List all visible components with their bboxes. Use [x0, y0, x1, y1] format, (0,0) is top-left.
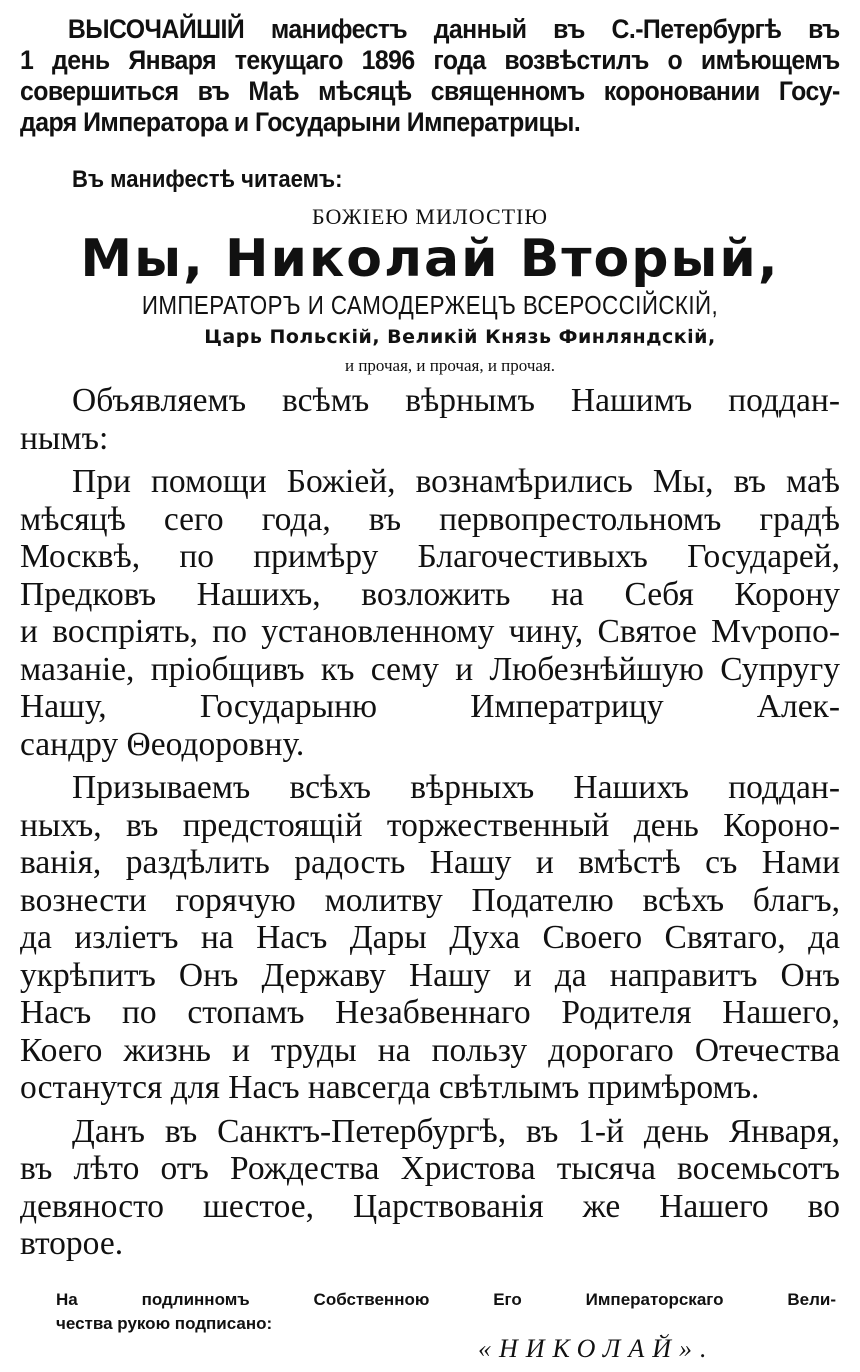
intro-line: 1 день Января текущаго 1896 года возвѣстилъ о имѣющемъ — [20, 45, 840, 75]
paragraph-call — [20, 769, 840, 1107]
emperor-signature: «НИКОЛАЙ». — [478, 1334, 715, 1363]
body-line: вознести горячую молитву Подателю всѣхъ благъ, — [20, 881, 840, 919]
body-line: и воспріять, по установленному чину, Святое Мѵропо- — [20, 613, 840, 650]
manifesto-body — [20, 382, 840, 1269]
body-line: При помощи Божіей, вознамѣрились Мы, въ маѣ — [72, 463, 840, 500]
intro-line: совершиться въ Маѣ мѣсяцѣ священномъ короновании Госу- — [20, 76, 840, 106]
emperor-name: Мы, Николай Вторый, — [80, 229, 780, 289]
body-line: ванія, раздѣлить радость Нашу и вмѣстѣ съ Нами — [20, 844, 840, 881]
emperor-title: ИМПЕРАТОРЪ И САМОДЕРЖЕЦЪ ВСЕРОССІЙСКІЙ, — [141, 290, 719, 320]
body-line: да изліетъ на Насъ Дары Духа Своего Святаго, да — [20, 919, 840, 956]
etcetera-line: и прочая, и прочая, и прочая. — [344, 356, 555, 375]
paragraph-intention — [20, 463, 840, 763]
body-line: сандру Θеодоровну. — [20, 725, 305, 763]
body-line: въ лѣто отъ Рождества Христова тысяча восемьсотъ — [20, 1150, 840, 1187]
king-title: Царь Польскій, Великій Князь Финляндскій, — [204, 326, 716, 348]
body-line: нымъ: — [20, 419, 109, 457]
body-line: второе. — [20, 1225, 124, 1262]
paragraph-announce — [20, 382, 840, 457]
signature-note — [56, 1288, 836, 1336]
signature-note-line: чества рукою подписано: — [56, 1314, 273, 1333]
signature-note-line: На подлинномъ Собственною Его Императорскаго Вели- — [56, 1290, 836, 1309]
body-line: ныхъ, въ предстоящій торжественный день Короно- — [20, 806, 840, 844]
body-line: Нашу, Государыню Императрицу Алек- — [20, 688, 840, 725]
intro-line: даря Императора и Государыни Императрицы. — [20, 107, 581, 137]
body-line: Призываемъ всѣхъ вѣрныхъ Нашихъ поддан- — [72, 769, 840, 806]
body-line: Предковъ Нашихъ, возложить на Себя Корону — [20, 575, 840, 613]
body-line: останутся для Насъ навсегда свѣтлымъ примѣромъ. — [20, 1069, 760, 1106]
intro-line: ВЫСОЧАЙШІЙ манифестъ данный въ С.-Петербургѣ въ — [67, 14, 840, 44]
body-line: Коего жизнь и труды на пользу дорогаго Отечества — [20, 1031, 840, 1069]
body-line: мѣсяцѣ сего года, въ первопрестольномъ градѣ — [20, 500, 840, 538]
by-grace-of-god: БОЖІЕЮ МИЛОСТІЮ — [312, 204, 548, 229]
body-line: Объявляемъ всѣмъ вѣрнымъ Нашимъ поддан- — [72, 382, 840, 419]
paragraph-dated — [20, 1113, 840, 1263]
body-line: Москвѣ, по примѣру Благочестивыхъ Государей, — [20, 538, 840, 575]
body-line: девяносто шестое, Царствованія же Нашего во — [20, 1187, 840, 1225]
body-line: Насъ по стопамъ Незабвеннаго Родителя Нашего, — [20, 994, 840, 1031]
intro-paragraph — [20, 14, 840, 138]
body-line: мазаніе, пріобщивъ къ сему и Любезнѣйшую Супругу — [20, 650, 840, 688]
body-line: Данъ въ Санктъ-Петербургѣ, въ 1-й день Января, — [72, 1112, 840, 1150]
body-line: укрѣпитъ Онъ Державу Нашу и да направитъ Онъ — [20, 956, 840, 994]
read-line: Въ манифестѣ читаемъ: — [72, 166, 343, 193]
